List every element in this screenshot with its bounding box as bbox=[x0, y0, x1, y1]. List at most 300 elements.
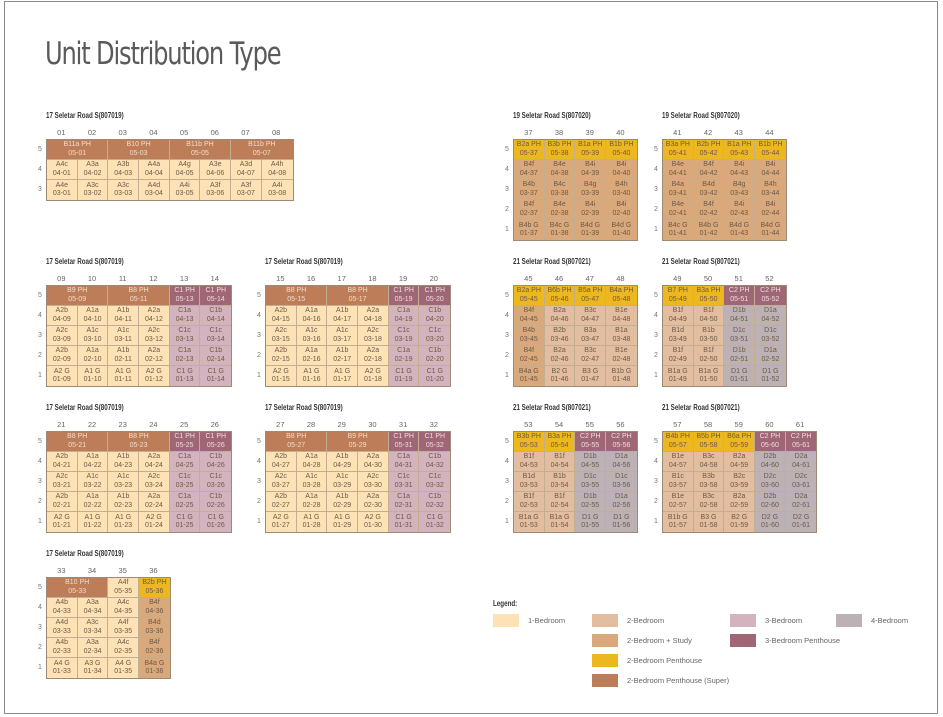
unit-number: 01-21 bbox=[52, 522, 71, 529]
floor-number: 5 bbox=[38, 438, 42, 445]
unit-number: 02-31 bbox=[394, 501, 413, 509]
unit-type: B4f bbox=[703, 201, 714, 208]
floor-row bbox=[257, 326, 450, 346]
unit-cell bbox=[694, 160, 725, 180]
floor-number: 1 bbox=[257, 372, 261, 379]
unit-cell bbox=[389, 452, 420, 472]
unit-number: 03-24 bbox=[144, 481, 163, 489]
unit-number: 04-48 bbox=[612, 315, 631, 323]
unit-number: 04-04 bbox=[144, 169, 163, 177]
unit-type: C1 PH bbox=[393, 287, 414, 294]
unit-cell bbox=[78, 366, 109, 386]
unit-cell bbox=[108, 180, 139, 200]
unit-type: A2a bbox=[147, 453, 161, 460]
unit-cell bbox=[663, 220, 694, 240]
unit-type: D1c bbox=[764, 327, 777, 334]
unit-number: 05-46 bbox=[550, 295, 569, 303]
floor-number: 5 bbox=[505, 292, 509, 299]
block-address-label: 19 Seletar Road S(807020) bbox=[662, 111, 740, 120]
unit-type: C1a bbox=[178, 307, 192, 314]
stack-number: 60 bbox=[765, 420, 774, 429]
unit-type: B4i bbox=[765, 201, 776, 208]
stack-number: 39 bbox=[585, 128, 594, 137]
unit-number: 05-61 bbox=[792, 441, 811, 449]
unit-cell bbox=[139, 366, 170, 386]
floor-number: 1 bbox=[38, 372, 42, 379]
unit-number: 03-58 bbox=[699, 481, 718, 489]
unit-type: A2 G bbox=[272, 367, 289, 375]
unit-type: B1f bbox=[554, 493, 565, 500]
unit-type: A2 G bbox=[364, 513, 381, 521]
unit-cell bbox=[755, 180, 786, 200]
unit-type: B1a PH bbox=[578, 141, 603, 148]
floor-row bbox=[257, 452, 450, 472]
unit-number: 05-43 bbox=[730, 149, 749, 157]
unit-number: 03-06 bbox=[206, 190, 225, 197]
unit-cell bbox=[139, 618, 170, 638]
floor-number: 3 bbox=[257, 478, 261, 485]
unit-cell bbox=[108, 326, 139, 346]
floor-row bbox=[38, 452, 231, 472]
stack-number: 04 bbox=[149, 128, 158, 137]
unit-type: B1e bbox=[671, 453, 685, 460]
unit-number: 04-01 bbox=[52, 169, 71, 177]
unit-cell bbox=[108, 512, 139, 532]
unit-number: 03-45 bbox=[519, 335, 538, 343]
unit-type: A3d bbox=[239, 161, 253, 168]
unit-cell bbox=[47, 366, 78, 386]
unit-number: 04-09 bbox=[52, 315, 71, 323]
unit-cell bbox=[389, 492, 420, 512]
unit-cell bbox=[786, 472, 817, 492]
unit-cell bbox=[724, 326, 755, 346]
unit-number: 03-17 bbox=[333, 335, 352, 343]
unit-type: C1 PH bbox=[174, 433, 195, 440]
unit-number: 01-30 bbox=[363, 522, 382, 529]
unit-number: 04-25 bbox=[175, 461, 194, 469]
stack-number: 26 bbox=[210, 420, 219, 429]
unit-type: C1 G bbox=[426, 367, 443, 375]
unit-type: B4f bbox=[149, 599, 160, 606]
unit-number: 05-60 bbox=[760, 441, 779, 449]
unit-number: 03-48 bbox=[612, 335, 631, 343]
unit-cell bbox=[663, 306, 694, 326]
unit-type: D2c bbox=[794, 473, 808, 480]
unit-type: A2a bbox=[366, 493, 380, 500]
unit-cell bbox=[231, 180, 262, 200]
floor-row bbox=[654, 220, 786, 240]
unit-type: A2c bbox=[274, 327, 287, 334]
stack-number: 58 bbox=[703, 420, 713, 429]
unit-number: 01-18 bbox=[363, 376, 382, 383]
unit-number: 01-14 bbox=[206, 376, 225, 383]
unit-number: 04-61 bbox=[792, 461, 811, 469]
floor-number: 4 bbox=[38, 166, 42, 173]
floor-number: 4 bbox=[505, 166, 509, 173]
floor-number: 4 bbox=[38, 458, 42, 465]
unit-number: 02-10 bbox=[83, 355, 102, 363]
unit-type: B3 G bbox=[582, 367, 599, 375]
unit-number: 05-49 bbox=[668, 295, 687, 303]
unit-type: B8 PH bbox=[286, 287, 307, 294]
unit-number: 01-49 bbox=[668, 376, 687, 383]
unit-type: A1c bbox=[86, 473, 99, 480]
unit-number: 02-58 bbox=[699, 501, 718, 509]
floor-row bbox=[38, 366, 231, 386]
unit-type: B1f bbox=[523, 493, 535, 500]
floor-number: 5 bbox=[257, 292, 261, 299]
legend-label: 3-Bedroom bbox=[765, 616, 803, 625]
unit-type: A3a bbox=[86, 599, 99, 606]
floor-row bbox=[654, 160, 786, 180]
unit-type: B1b G bbox=[667, 513, 688, 521]
unit-number: 04-11 bbox=[114, 315, 132, 323]
unit-cell bbox=[170, 346, 201, 366]
unit-type: C2 PH bbox=[759, 433, 781, 440]
unit-type: C1b bbox=[209, 493, 223, 500]
unit-cell bbox=[514, 366, 545, 386]
unit-type: C1a bbox=[397, 453, 411, 460]
unit-number: 01-16 bbox=[302, 376, 321, 383]
unit-type: A1c bbox=[305, 327, 318, 334]
unit-cell bbox=[694, 180, 725, 200]
unit-type: A4b bbox=[55, 599, 69, 606]
unit-type: A3f bbox=[240, 181, 252, 189]
unit-type: B1e bbox=[671, 493, 685, 500]
floor-row bbox=[38, 492, 231, 512]
unit-cell bbox=[108, 578, 139, 598]
unit-number: 03-56 bbox=[612, 481, 631, 489]
unit-type: B3b PH bbox=[516, 433, 541, 440]
unit-type: D1a bbox=[614, 493, 628, 500]
unit-type: A1a bbox=[305, 347, 318, 354]
unit-cell bbox=[575, 220, 606, 240]
stack-number: 41 bbox=[673, 128, 682, 137]
unit-type: A1a bbox=[86, 453, 99, 460]
unit-cell bbox=[389, 286, 420, 306]
unit-type: A4 G bbox=[53, 659, 70, 667]
unit-cell bbox=[545, 326, 576, 346]
unit-cell bbox=[139, 578, 170, 598]
unit-number: 04-19 bbox=[394, 315, 413, 323]
floor-row bbox=[654, 140, 786, 160]
floor-row bbox=[505, 326, 637, 346]
stack-number: 51 bbox=[734, 274, 743, 283]
unit-cell bbox=[266, 452, 297, 472]
stack-number: 05 bbox=[179, 128, 189, 137]
unit-cell bbox=[108, 366, 139, 386]
floor-number: 2 bbox=[505, 206, 509, 213]
unit-cell bbox=[786, 492, 817, 512]
unit-cell bbox=[545, 346, 576, 366]
unit-number: 01-59 bbox=[730, 522, 749, 529]
floor-number: 3 bbox=[654, 478, 658, 485]
unit-grid bbox=[38, 577, 171, 679]
unit-type: A4c bbox=[117, 599, 130, 606]
unit-cell bbox=[78, 306, 109, 326]
unit-cell bbox=[47, 618, 78, 638]
floor-row bbox=[257, 366, 450, 386]
unit-type: C1 G bbox=[395, 367, 412, 375]
unit-cell bbox=[575, 492, 606, 512]
unit-number: 04-39 bbox=[581, 169, 600, 177]
stack-number: 16 bbox=[306, 274, 316, 283]
floor-row bbox=[38, 140, 293, 160]
unit-type: A2c bbox=[147, 327, 160, 334]
floor-row bbox=[257, 512, 450, 532]
stack-number: 61 bbox=[795, 420, 805, 429]
unit-type: B3a bbox=[583, 327, 597, 334]
unit-number: 05-31 bbox=[394, 441, 413, 449]
floor-row bbox=[38, 286, 231, 306]
unit-cell bbox=[606, 452, 637, 472]
unit-cell bbox=[606, 492, 637, 512]
floor-row bbox=[38, 472, 231, 492]
unit-number: 01-57 bbox=[668, 522, 687, 529]
unit-type: B1a G bbox=[518, 513, 539, 521]
unit-type: B11a PH bbox=[63, 141, 91, 148]
unit-cell bbox=[139, 326, 170, 346]
unit-cell bbox=[297, 512, 328, 532]
floor-number: 1 bbox=[505, 518, 509, 525]
floor-number: 5 bbox=[654, 438, 658, 445]
unit-number: 01-53 bbox=[519, 522, 538, 529]
unit-type: A2a bbox=[366, 307, 380, 314]
unit-cell bbox=[108, 492, 139, 512]
unit-number: 04-31 bbox=[394, 461, 413, 469]
unit-type: C1c bbox=[178, 473, 191, 480]
block-address-label: 19 Seletar Road S(807020) bbox=[513, 111, 591, 120]
unit-number: 02-59 bbox=[730, 501, 749, 509]
floor-row bbox=[505, 180, 637, 200]
unit-number: 02-28 bbox=[302, 501, 321, 509]
unit-type: B9 PH bbox=[67, 287, 88, 294]
unit-cell bbox=[47, 472, 78, 492]
unit-cell bbox=[694, 346, 725, 366]
unit-cell bbox=[47, 512, 78, 532]
unit-number: 03-32 bbox=[425, 481, 444, 489]
unit-number: 02-45 bbox=[519, 355, 538, 363]
unit-cell bbox=[755, 306, 786, 326]
unit-number: 03-20 bbox=[425, 335, 444, 343]
unit-type: B5b PH bbox=[696, 433, 721, 440]
unit-cell bbox=[575, 180, 606, 200]
unit-type: B5a PH bbox=[578, 287, 603, 294]
unit-cell bbox=[545, 180, 576, 200]
unit-type: C1 G bbox=[426, 513, 443, 521]
stack-number: 11 bbox=[118, 274, 127, 283]
unit-number: 02-11 bbox=[114, 355, 132, 363]
floor-row bbox=[38, 432, 231, 452]
unit-type: C1c bbox=[428, 473, 441, 480]
unit-number: 05-01 bbox=[68, 149, 87, 157]
unit-type: B4b G bbox=[698, 221, 719, 229]
unit-number: 01-12 bbox=[144, 376, 163, 383]
unit-cell bbox=[514, 286, 545, 306]
unit-type: A3c bbox=[117, 181, 130, 189]
unit-cell bbox=[47, 160, 78, 180]
unit-number: 01-31 bbox=[394, 522, 413, 529]
unit-cell bbox=[724, 472, 755, 492]
unit-cell bbox=[724, 140, 755, 160]
unit-cell bbox=[724, 346, 755, 366]
unit-number: 03-40 bbox=[612, 189, 631, 197]
unit-type: C1b bbox=[428, 453, 442, 460]
unit-type: B1f bbox=[672, 307, 684, 314]
unit-number: 01-25 bbox=[175, 522, 194, 529]
unit-cell bbox=[108, 160, 139, 180]
unit-number: 03-55 bbox=[581, 481, 600, 489]
unit-cell bbox=[200, 326, 231, 346]
unit-cell bbox=[327, 472, 358, 492]
unit-number: 02-57 bbox=[668, 501, 687, 509]
unit-cell bbox=[170, 286, 201, 306]
unit-cell bbox=[755, 492, 786, 512]
legend-swatch bbox=[592, 654, 618, 667]
unit-type: C1 G bbox=[207, 513, 224, 521]
unit-type: B4i bbox=[616, 161, 627, 168]
unit-type: A4h bbox=[270, 161, 284, 168]
unit-type: B4b bbox=[522, 327, 536, 334]
floor-number: 5 bbox=[505, 438, 509, 445]
unit-number: 02-42 bbox=[699, 209, 718, 217]
block-address-label: 21 Seletar Road S(807021) bbox=[662, 403, 740, 412]
floor-number: 1 bbox=[38, 664, 42, 671]
unit-number: 04-18 bbox=[363, 315, 382, 323]
floor-number: 3 bbox=[654, 186, 658, 193]
floor-row bbox=[505, 432, 637, 452]
unit-number: 02-19 bbox=[394, 355, 413, 363]
unit-number: 01-24 bbox=[144, 522, 163, 529]
unit-cell bbox=[694, 366, 725, 386]
unit-number: 05-38 bbox=[550, 149, 569, 157]
unit-number: 05-35 bbox=[114, 587, 133, 595]
unit-number: 03-54 bbox=[550, 481, 569, 489]
unit-number: 04-46 bbox=[550, 315, 569, 323]
unit-type: B7 PH bbox=[667, 287, 688, 294]
unit-type: B1a G bbox=[698, 367, 719, 375]
unit-number: 01-50 bbox=[699, 376, 718, 383]
floor-number: 5 bbox=[505, 146, 509, 153]
unit-number: 05-32 bbox=[425, 441, 444, 449]
unit-number: 03-16 bbox=[302, 335, 321, 343]
unit-type: C1 G bbox=[176, 513, 193, 521]
unit-cell bbox=[297, 326, 328, 346]
legend-label: 2-Bedroom Penthouse (Super) bbox=[627, 676, 730, 685]
unit-number: 04-10 bbox=[83, 315, 102, 323]
unit-cell bbox=[139, 472, 170, 492]
block-address-label: 17 Seletar Road S(807019) bbox=[265, 257, 343, 266]
stack-number: 52 bbox=[765, 274, 774, 283]
unit-type: D2a bbox=[794, 493, 808, 500]
unit-type: A1b bbox=[335, 347, 349, 354]
unit-type: B11b PH bbox=[186, 141, 214, 148]
unit-type: B4f bbox=[703, 161, 714, 168]
unit-number: 03-05 bbox=[175, 190, 194, 197]
unit-type: B4c bbox=[553, 181, 566, 188]
unit-type: C1c bbox=[397, 327, 410, 334]
stack-number: 29 bbox=[337, 420, 346, 429]
stack-number: 59 bbox=[734, 420, 743, 429]
stack-numbers bbox=[662, 420, 815, 429]
floor-number: 4 bbox=[505, 312, 509, 319]
unit-cell bbox=[108, 432, 169, 452]
unit-number: 01-43 bbox=[730, 230, 749, 237]
stack-number: 56 bbox=[616, 420, 625, 429]
unit-type: B3 G bbox=[700, 513, 717, 521]
unit-number: 04-42 bbox=[699, 169, 718, 177]
unit-cell bbox=[663, 472, 694, 492]
unit-number: 04-36 bbox=[145, 607, 164, 615]
unit-cell bbox=[514, 220, 545, 240]
stack-numbers bbox=[265, 274, 449, 283]
legend-item bbox=[493, 614, 565, 627]
unit-cell bbox=[139, 658, 170, 678]
unit-number: 05-03 bbox=[129, 149, 148, 157]
legend-item bbox=[836, 614, 908, 627]
unit-cell bbox=[724, 286, 755, 306]
unit-number: 03-37 bbox=[519, 189, 538, 197]
unit-number: 04-08 bbox=[268, 169, 287, 177]
unit-type: C1 G bbox=[176, 367, 193, 375]
unit-cell bbox=[358, 306, 389, 326]
unit-type: B4a PH bbox=[609, 287, 634, 294]
unit-type: B2b bbox=[553, 327, 566, 334]
unit-type: D2b bbox=[763, 493, 777, 500]
unit-number: 02-53 bbox=[519, 501, 538, 509]
unit-number: 05-37 bbox=[519, 149, 538, 157]
unit-type: B4c G bbox=[668, 221, 688, 229]
unit-type: B2 G bbox=[551, 367, 568, 375]
unit-type: A2 G bbox=[364, 367, 381, 375]
unit-cell bbox=[327, 432, 388, 452]
unit-cell bbox=[47, 346, 78, 366]
unit-cell bbox=[514, 346, 545, 366]
unit-number: 05-53 bbox=[519, 441, 538, 449]
stack-number: 01 bbox=[57, 128, 66, 137]
unit-number: 03-07 bbox=[237, 190, 255, 197]
unit-number: 02-26 bbox=[206, 501, 225, 509]
unit-cell bbox=[47, 180, 78, 200]
unit-cell bbox=[108, 598, 139, 618]
unit-type: C1a bbox=[178, 453, 192, 460]
unit-cell bbox=[108, 286, 169, 306]
unit-type: A2b bbox=[55, 347, 69, 354]
unit-type: A3 G bbox=[84, 659, 101, 667]
unit-cell bbox=[139, 160, 170, 180]
floor-row bbox=[257, 472, 450, 492]
unit-number: 04-34 bbox=[83, 607, 102, 615]
unit-cell bbox=[358, 472, 389, 492]
unit-cell bbox=[47, 598, 78, 618]
unit-cell bbox=[694, 472, 725, 492]
unit-cell bbox=[358, 346, 389, 366]
unit-type: B4f bbox=[523, 201, 535, 208]
unit-number: 03-47 bbox=[581, 335, 600, 343]
floor-number: 4 bbox=[654, 166, 658, 173]
unit-cell bbox=[108, 140, 169, 160]
unit-number: 03-25 bbox=[175, 481, 194, 489]
unit-type: B1a PH bbox=[727, 141, 752, 148]
unit-type: B4d G bbox=[729, 221, 750, 229]
unit-grid bbox=[654, 139, 787, 241]
unit-cell bbox=[47, 492, 78, 512]
unit-number: 05-33 bbox=[68, 587, 87, 595]
stack-number: 37 bbox=[524, 128, 533, 137]
unit-number: 05-36 bbox=[145, 587, 164, 595]
unit-type: B1c bbox=[671, 473, 684, 480]
unit-number: 01-51 bbox=[730, 376, 749, 383]
